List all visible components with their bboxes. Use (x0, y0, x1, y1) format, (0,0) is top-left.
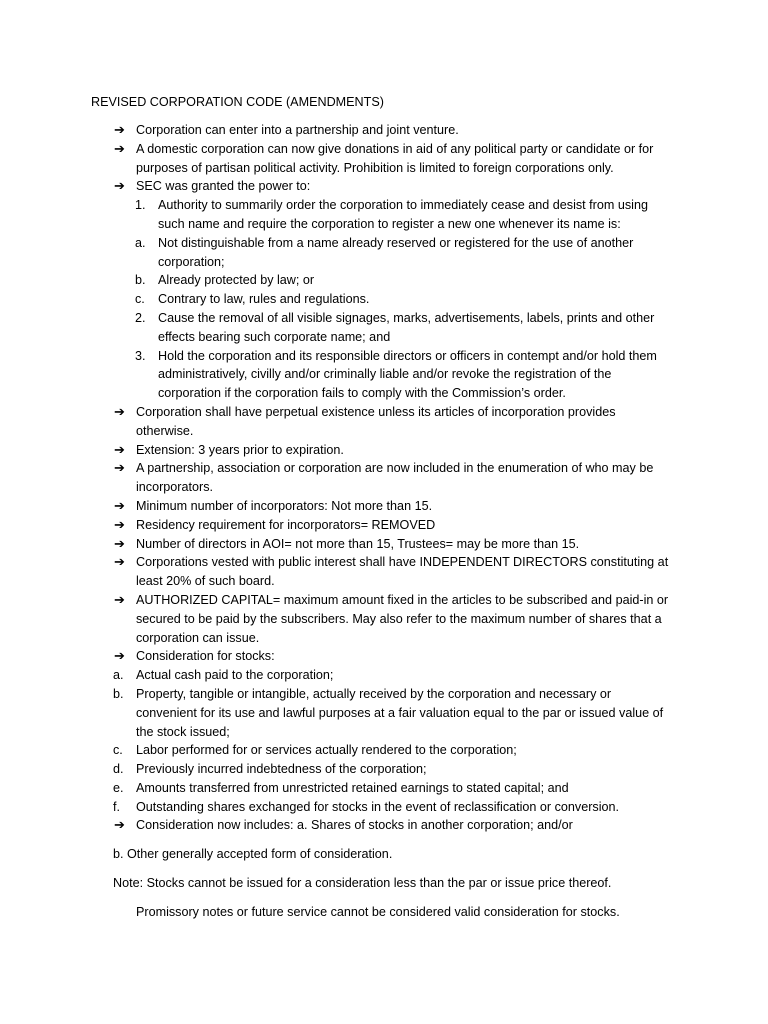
list-item: ➔ Corporations vested with public interest shall have INDEPENDENT DIRECTORS constituting at least 20% of such board. (114, 554, 669, 589)
list-item: ➔ Number of directors in AOI= not more than 15, Trustees= may be more than 15. (113, 535, 673, 554)
list-item: a. Actual cash paid to the corporation; (113, 666, 673, 685)
list-item: ➔ A domestic corporation can now give donations in aid of any political party or candidate or for purposes of partisan political activity. Prohibition is limited to foreign corporations only. (114, 140, 654, 175)
list-item: ➔ Corporation can enter into a partnership and joint venture. (113, 121, 673, 140)
item-letter: f. (113, 799, 120, 814)
arrow-icon: ➔ (114, 817, 125, 833)
item-letter: a. (135, 235, 146, 250)
list-item: ➔ Consideration now includes: a. Shares of stocks in another corporation; and/or (113, 816, 673, 835)
list-item: ➔ SEC was granted the power to: (113, 177, 673, 196)
outline-list (113, 121, 673, 835)
paragraph-other-consideration: b. Other generally accepted form of consideration. (113, 847, 393, 861)
list-item: ➔ A partnership, association or corporation are now included in the enumeration of who may be incorporators. (114, 460, 654, 495)
arrow-icon: ➔ (114, 178, 125, 194)
arrow-icon: ➔ (114, 140, 125, 156)
list-item: c. Contrary to law, rules and regulations. (135, 290, 673, 309)
list-item: d. Previously incurred indebtedness of the corporation; (113, 760, 673, 779)
list-item: f. Outstanding shares exchanged for stocks in the event of reclassification or conversion. (113, 798, 673, 817)
item-letter: c. (135, 292, 145, 307)
list-item: ➔ AUTHORIZED CAPITAL= maximum amount fixed in the articles to be subscribed and paid-in or secured to be paid by the subscribers. May also refer to the maximum number of shares that a corporation can issue. (114, 591, 669, 645)
list-item: 3. Hold the corporation and its responsible directors or officers in contempt and/or hold them administratively, civilly and/or criminally liable and/or revoke the registration of the corporation if the corporation fails to comply with the Commission’s order. (135, 348, 657, 401)
item-number: 1. (135, 198, 146, 213)
list-item: ➔ Minimum number of incorporators: Not more than 15. (113, 497, 673, 516)
item-letter: d. (113, 762, 124, 777)
list-item: 2. Cause the removal of all visible signages, marks, advertisements, labels, prints and other effects bearing such corporate name; and (135, 310, 655, 344)
list-item: b. Property, tangible or intangible, actually received by the corporation and necessary or convenient for its use and lawful purposes at a fair valuation equal to the par or issued value of the stock issued; (113, 686, 664, 739)
document-title: REVISED CORPORATION CODE (AMENDMENTS) (91, 95, 384, 109)
list-item: 1. Authority to summarily order the corporation to immediately cease and desist from using such name and require the corporation to register a new one whenever its name is: (135, 198, 648, 231)
arrow-icon: ➔ (114, 591, 125, 607)
list-item: ➔ Extension: 3 years prior to expiration. (113, 441, 673, 460)
arrow-icon: ➔ (114, 497, 125, 513)
arrow-icon: ➔ (114, 554, 125, 570)
arrow-icon: ➔ (114, 441, 125, 457)
item-letter: c. (113, 743, 123, 758)
list-item: a. Not distinguishable from a name already reserved or registered for the use of another corporation; (135, 235, 634, 269)
list-item: ➔ Corporation shall have perpetual existence unless its articles of incorporation provides otherwise. (114, 403, 616, 438)
item-number: 3. (135, 348, 146, 363)
item-letter: b. (135, 273, 146, 288)
paragraph-note: Note: Stocks cannot be issued for a consideration less than the par or issue price thereof. (113, 876, 612, 890)
list-item: c. Labor performed for or services actually rendered to the corporation; (113, 741, 673, 760)
arrow-icon: ➔ (114, 122, 125, 137)
arrow-icon: ➔ (114, 516, 125, 532)
list-item: b. Already protected by law; or (135, 271, 673, 290)
paragraph-promissory: Promissory notes or future service cannot be considered valid consideration for stocks. (136, 905, 620, 919)
arrow-icon: ➔ (114, 403, 125, 419)
list-item: e. Amounts transferred from unrestricted retained earnings to stated capital; and (113, 779, 673, 798)
item-number: 2. (135, 310, 146, 325)
item-letter: e. (113, 780, 124, 795)
item-letter: a. (113, 668, 124, 683)
list-item: ➔ Consideration for stocks: (113, 647, 673, 666)
arrow-icon: ➔ (114, 648, 125, 664)
list-item: ➔ Residency requirement for incorporators= REMOVED (113, 516, 673, 535)
item-letter: b. (113, 686, 124, 701)
arrow-icon: ➔ (114, 535, 125, 551)
arrow-icon: ➔ (114, 460, 125, 476)
